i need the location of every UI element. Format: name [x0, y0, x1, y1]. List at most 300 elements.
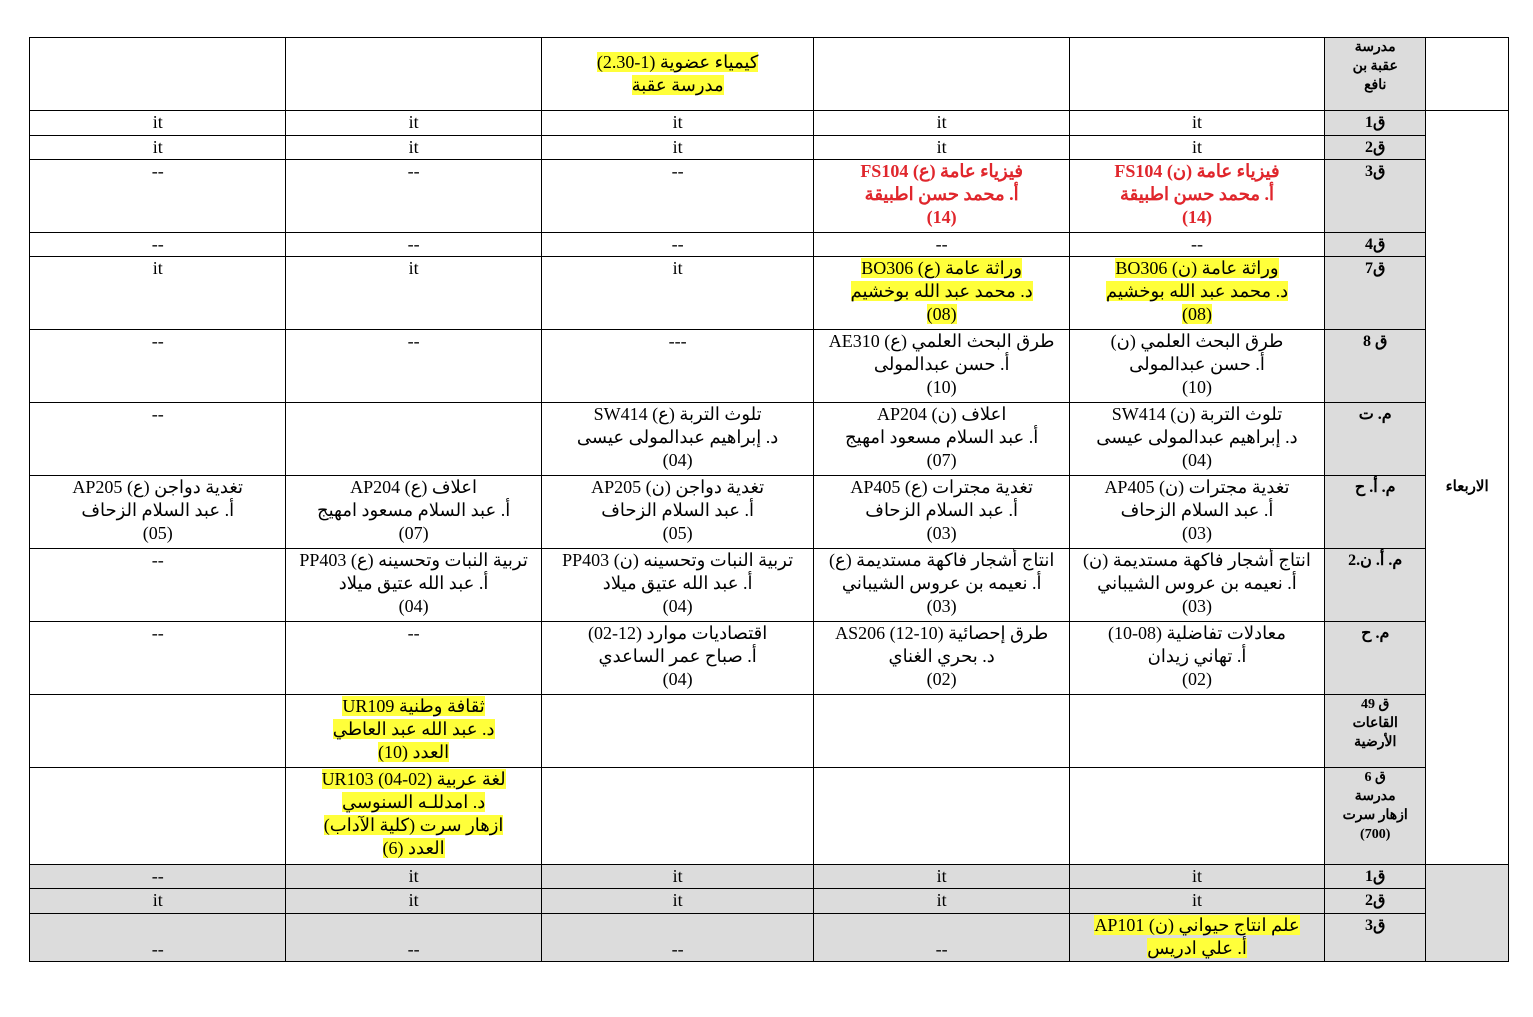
header-cell — [1069, 38, 1324, 111]
cell-line — [1072, 330, 1322, 353]
schedule-cell — [541, 403, 814, 476]
room-cell — [1325, 914, 1426, 962]
schedule-cell — [541, 330, 814, 403]
schedule-cell — [814, 330, 1069, 403]
schedule-cell — [30, 111, 286, 136]
cell-line — [1072, 937, 1322, 960]
cell-line — [288, 499, 538, 522]
cell-text: أ. عبد الله عتيق ميلاد — [338, 573, 489, 593]
cell-text: د. محمد عبد الله بوخشيم — [1105, 281, 1289, 301]
cell-line — [32, 257, 283, 280]
cell-line — [1072, 303, 1322, 326]
schedule-cell — [814, 695, 1069, 768]
cell-line — [816, 136, 1066, 159]
cell-line — [816, 668, 1066, 691]
room-label: م. أ. ن.2 — [1348, 552, 1403, 569]
schedule-cell — [1069, 403, 1324, 476]
cell-text: أ. عبد السلام الزحاف — [601, 500, 754, 520]
cell-line — [32, 476, 283, 499]
schedule-cell — [30, 889, 286, 914]
cell-text: it — [1191, 866, 1202, 886]
room-label: (700) — [1360, 827, 1391, 842]
cell-line — [288, 233, 538, 256]
day-cell — [1426, 111, 1509, 865]
cell-line — [816, 938, 1066, 961]
cell-line — [288, 837, 538, 860]
room-cell — [1325, 695, 1426, 768]
room-label: ق7 — [1365, 260, 1386, 277]
room-label: ازهار سرت — [1342, 808, 1408, 823]
schedule-cell — [30, 257, 286, 330]
cell-line — [288, 814, 538, 837]
cell-text: أ. محمد حسن اطبيقة — [1120, 184, 1274, 204]
schedule-row — [30, 330, 1509, 403]
cell-text: (05) — [142, 523, 173, 543]
cell-line — [1072, 865, 1322, 888]
schedule-cell — [541, 233, 814, 257]
cell-text: فيزياء عامة (ع) FS104 — [860, 161, 1023, 181]
cell-line — [544, 233, 812, 256]
schedule-cell — [30, 865, 286, 889]
cell-line — [1072, 668, 1322, 691]
cell-text: it — [152, 137, 163, 157]
schedule-cell — [814, 865, 1069, 889]
schedule-row — [30, 160, 1509, 233]
room-label: ق1 — [1365, 114, 1386, 131]
cell-line — [816, 376, 1066, 399]
cell-text: it — [672, 112, 683, 132]
next-day-row — [30, 914, 1509, 962]
cell-text: (14) — [1182, 207, 1212, 227]
cell-line — [816, 183, 1066, 206]
cell-line — [1072, 403, 1322, 426]
cell-text: (05) — [662, 523, 693, 543]
schedule-cell — [541, 768, 814, 865]
schedule-cell — [286, 695, 541, 768]
cell-line — [288, 622, 538, 645]
room-label: القاعات — [1352, 716, 1398, 731]
cell-line — [816, 353, 1066, 376]
cell-text: it — [672, 137, 683, 157]
room-label: ق 49 — [1361, 697, 1390, 712]
cell-line — [32, 499, 283, 522]
schedule-cell — [1069, 160, 1324, 233]
cell-text: (07) — [926, 450, 957, 470]
cell-line — [816, 160, 1066, 183]
cell-text: وراثة عامة (ع) BO306 — [861, 258, 1023, 278]
schedule-cell — [541, 549, 814, 622]
cell-text: أ. علي ادريس — [1147, 938, 1247, 958]
schedule-cell — [1069, 257, 1324, 330]
schedule-cell — [30, 330, 286, 403]
schedule-cell — [286, 403, 541, 476]
cell-text: د. بحري الغناي — [888, 646, 995, 666]
cell-line — [544, 522, 812, 545]
schedule-cell — [286, 330, 541, 403]
schedule-row — [30, 549, 1509, 622]
cell-text: تربية النبات وتحسينه (ع) PP403 — [299, 550, 528, 570]
room-label: ق4 — [1365, 236, 1386, 253]
cell-line — [32, 136, 283, 159]
cell-text: (04) — [1182, 450, 1212, 470]
header-day-cell — [1426, 38, 1509, 111]
cell-line — [32, 889, 283, 912]
schedule-cell — [1069, 549, 1324, 622]
cell-line — [816, 330, 1066, 353]
cell-text: it — [1191, 137, 1202, 157]
cell-text: انتاج أشجار فاكهة مستديمة (ن) — [1083, 550, 1311, 570]
cell-line — [816, 622, 1066, 645]
cell-text: -- — [935, 939, 948, 959]
room-label: مدرسة — [1354, 40, 1396, 55]
cell-text: it — [408, 258, 419, 278]
schedule-cell — [30, 136, 286, 160]
schedule-row — [30, 136, 1509, 160]
room-label: نافع — [1364, 78, 1387, 93]
schedule-cell — [30, 695, 286, 768]
schedule-cell — [814, 476, 1069, 549]
schedule-cell — [541, 914, 814, 962]
cell-line — [816, 257, 1066, 280]
schedule-cell — [541, 865, 814, 889]
header-row — [30, 38, 1509, 111]
cell-line — [288, 572, 538, 595]
schedule-cell — [1069, 622, 1324, 695]
cell-text: العدد (10) — [378, 742, 450, 762]
cell-line — [1072, 426, 1322, 449]
schedule-cell — [30, 914, 286, 962]
cell-text: (04) — [662, 450, 693, 470]
cell-text: د. محمد عبد الله بوخشيم — [850, 281, 1033, 301]
room-cell — [1325, 476, 1426, 549]
cell-text: أ. عبد السلام الزحاف — [865, 500, 1019, 520]
cell-line — [1072, 376, 1322, 399]
cell-line — [544, 476, 812, 499]
cell-line — [544, 426, 812, 449]
cell-line — [32, 160, 283, 183]
cell-text: -- — [407, 623, 420, 643]
schedule-cell — [1069, 136, 1324, 160]
cell-line — [1072, 549, 1322, 572]
cell-line — [1072, 183, 1322, 206]
cell-line — [1072, 476, 1322, 499]
schedule-row — [30, 233, 1509, 257]
next-day-cell — [1426, 865, 1509, 962]
cell-text: --- — [668, 331, 687, 351]
schedule-cell — [30, 160, 286, 233]
cell-text: ثقافة وطنية UR109 — [342, 696, 485, 716]
cell-text: طرق البحث العلمي (ن) — [1110, 331, 1284, 351]
cell-line — [1072, 572, 1322, 595]
cell-text: (03) — [926, 523, 957, 543]
cell-line — [1072, 499, 1322, 522]
schedule-cell — [1069, 476, 1324, 549]
room-label: م. أ. ح — [1354, 479, 1396, 496]
cell-text: it — [936, 137, 947, 157]
cell-line — [1072, 914, 1322, 937]
schedule-cell — [814, 233, 1069, 257]
cell-text: تغدية مجترات (ن) AP405 — [1104, 477, 1290, 497]
schedule-cell — [814, 257, 1069, 330]
cell-line — [1072, 522, 1322, 545]
cell-line — [816, 522, 1066, 545]
schedule-cell — [814, 111, 1069, 136]
schedule-cell — [1069, 914, 1324, 962]
schedule-cell — [30, 622, 286, 695]
schedule-cell — [541, 160, 814, 233]
cell-line — [816, 303, 1066, 326]
schedule-cell — [30, 403, 286, 476]
room-cell — [1325, 111, 1426, 136]
cell-line — [1072, 449, 1322, 472]
cell-text: أ. نعيمه بن عروس الشيباني — [841, 573, 1042, 593]
cell-text: (08) — [1182, 304, 1212, 324]
schedule-cell — [286, 136, 541, 160]
cell-line — [816, 595, 1066, 618]
cell-line — [288, 889, 538, 912]
schedule-cell — [1069, 695, 1324, 768]
room-label: ق 8 — [1363, 333, 1388, 350]
cell-text: it — [672, 866, 683, 886]
schedule-cell — [30, 768, 286, 865]
cell-line — [544, 160, 812, 183]
cell-text: -- — [1191, 234, 1203, 254]
cell-text: -- — [671, 234, 684, 254]
schedule-cell — [286, 111, 541, 136]
cell-text: طرق إحصائية (10-12) AS206 — [835, 623, 1049, 643]
schedule-cell — [541, 111, 814, 136]
cell-text: (02) — [926, 669, 957, 689]
cell-text: ازهار سرت (كلية الآداب) — [323, 815, 504, 835]
cell-line — [544, 938, 812, 961]
cell-line — [288, 595, 538, 618]
schedule-cell — [541, 622, 814, 695]
cell-text: -- — [935, 234, 948, 254]
next-day-row — [30, 865, 1509, 889]
schedule-row — [30, 622, 1509, 695]
cell-line — [288, 330, 538, 353]
cell-text: انتاج أشجار فاكهة مستديمة (ع) — [828, 550, 1055, 570]
cell-text: لغة عربية (02-04) UR103 — [321, 769, 506, 789]
cell-line — [288, 695, 538, 718]
cell-text: د. عبد الله عبد العاطي — [332, 719, 495, 739]
header-cell — [541, 38, 814, 111]
cell-text: تغدية دواجن (ن) AP205 — [591, 477, 765, 497]
cell-line — [544, 257, 812, 280]
cell-line — [544, 622, 812, 645]
schedule-cell — [1069, 889, 1324, 914]
schedule-cell — [30, 476, 286, 549]
cell-line — [288, 136, 538, 159]
schedule-table — [29, 37, 1509, 962]
cell-text: it — [936, 112, 947, 132]
cell-text: طرق البحث العلمي (ع) AE310 — [828, 331, 1055, 351]
cell-text: (14) — [926, 207, 957, 227]
cell-text: -- — [151, 939, 164, 959]
cell-text: أ. صباح عمر الساعدي — [598, 646, 757, 666]
schedule-row — [30, 403, 1509, 476]
cell-text: -- — [151, 331, 164, 351]
room-cell — [1325, 330, 1426, 403]
cell-text: تلوث التربة (ع) SW414 — [593, 404, 762, 424]
cell-text: تربية النبات وتحسينه (ن) PP403 — [562, 550, 794, 570]
cell-line — [544, 889, 812, 912]
schedule-row — [30, 695, 1509, 768]
cell-line — [288, 865, 538, 888]
cell-text: -- — [151, 234, 164, 254]
schedule-cell — [814, 914, 1069, 962]
cell-line — [32, 549, 283, 572]
schedule-cell — [286, 476, 541, 549]
cell-line — [1072, 233, 1322, 256]
cell-line — [544, 136, 812, 159]
cell-text: (03) — [1182, 596, 1212, 616]
schedule-cell — [814, 622, 1069, 695]
cell-line — [1072, 595, 1322, 618]
cell-line — [288, 257, 538, 280]
cell-text: it — [1191, 890, 1202, 910]
room-label: الأرضية — [1354, 735, 1397, 750]
cell-text: (04) — [662, 596, 693, 616]
cell-line — [288, 160, 538, 183]
cell-line — [288, 791, 538, 814]
schedule-cell — [30, 549, 286, 622]
schedule-cell — [1069, 111, 1324, 136]
room-cell — [1325, 768, 1426, 865]
cell-text: اعلاف (ع) AP204 — [350, 477, 478, 497]
cell-line — [32, 330, 283, 353]
cell-text: (10) — [926, 377, 957, 397]
cell-text: -- — [151, 404, 164, 424]
cell-text: -- — [151, 866, 164, 886]
cell-text: -- — [151, 623, 164, 643]
room-cell — [1325, 403, 1426, 476]
cell-text: أ. عبد السلام الزحاف — [1120, 500, 1274, 520]
cell-text: أ. عبد السلام مسعود امهيج — [316, 500, 511, 520]
cell-text: كيمياء عضوية (1-2.30) — [596, 52, 759, 72]
room-cell — [1325, 257, 1426, 330]
cell-line — [1072, 353, 1322, 376]
schedule-cell — [286, 549, 541, 622]
cell-line — [32, 865, 283, 888]
header-cell — [30, 38, 286, 111]
schedule-cell — [1069, 330, 1324, 403]
cell-text: it — [1191, 112, 1202, 132]
schedule-cell — [814, 889, 1069, 914]
cell-line — [544, 572, 812, 595]
cell-line — [1072, 257, 1322, 280]
cell-text: مدرسة عقبة — [631, 75, 724, 95]
cell-text: أ. حسن عبدالمولى — [873, 354, 1010, 374]
cell-line — [32, 111, 283, 134]
cell-line — [288, 476, 538, 499]
cell-text: it — [152, 258, 163, 278]
cell-text: it — [936, 890, 947, 910]
schedule-cell — [541, 136, 814, 160]
cell-line — [32, 938, 283, 961]
cell-text: -- — [407, 161, 420, 181]
room-cell — [1325, 136, 1426, 160]
cell-text: اعلاف (ن) AP204 — [876, 404, 1007, 424]
cell-text: أ. تهاني زيدان — [1147, 646, 1247, 666]
cell-text: اقتصاديات موارد (12-02) — [588, 623, 768, 643]
schedule-cell — [286, 889, 541, 914]
header-cell — [814, 38, 1069, 111]
cell-text: د. إبراهيم عبدالمولى عيسى — [1096, 427, 1298, 447]
cell-line — [544, 499, 812, 522]
schedule-row — [30, 257, 1509, 330]
schedule-cell — [1069, 233, 1324, 257]
cell-text: it — [152, 890, 163, 910]
cell-text: وراثة عامة (ن) BO306 — [1115, 258, 1279, 278]
cell-line — [1072, 280, 1322, 303]
cell-text: it — [408, 866, 419, 886]
cell-text: (07) — [398, 523, 429, 543]
room-cell — [1325, 233, 1426, 257]
day-label: الاربعاء — [1445, 479, 1489, 495]
cell-text: تلوث التربة (ن) SW414 — [1111, 404, 1283, 424]
cell-text: (04) — [398, 596, 429, 616]
schedule-cell — [814, 136, 1069, 160]
cell-line — [816, 645, 1066, 668]
room-label: ق1 — [1365, 868, 1386, 885]
room-cell — [1325, 889, 1426, 914]
room-label: عقبة بن — [1352, 59, 1398, 74]
cell-line — [816, 449, 1066, 472]
schedule-cell — [286, 865, 541, 889]
schedule-cell — [541, 889, 814, 914]
cell-text: (03) — [926, 596, 957, 616]
cell-text: أ. عبد السلام الزحاف — [81, 500, 235, 520]
schedule-cell — [814, 403, 1069, 476]
cell-line — [1072, 889, 1322, 912]
room-cell — [1325, 549, 1426, 622]
schedule-cell — [541, 695, 814, 768]
cell-text: (04) — [662, 669, 693, 689]
schedule-cell — [814, 549, 1069, 622]
cell-line — [1072, 622, 1322, 645]
next-day-row — [30, 889, 1509, 914]
cell-text: (03) — [1182, 523, 1212, 543]
schedule-cell — [286, 622, 541, 695]
cell-text: أ. حسن عبدالمولى — [1129, 354, 1265, 374]
cell-text: (08) — [926, 304, 957, 324]
schedule-row — [30, 768, 1509, 865]
cell-text: it — [408, 137, 419, 157]
cell-text: علم انتاج حيواني (ن) AP101 — [1094, 915, 1300, 935]
cell-line — [288, 741, 538, 764]
cell-line — [32, 233, 283, 256]
cell-line — [544, 668, 812, 691]
cell-text: it — [672, 258, 683, 278]
cell-line — [1072, 206, 1322, 229]
cell-line — [288, 522, 538, 545]
cell-line — [1072, 645, 1322, 668]
cell-line — [816, 111, 1066, 134]
header-room-cell — [1325, 38, 1426, 111]
cell-text: د. امدللـه السنوسي — [341, 792, 486, 812]
cell-text: أ. عبد الله عتيق ميلاد — [602, 573, 753, 593]
cell-text: أ. محمد حسن اطبيقة — [864, 184, 1019, 204]
cell-text: -- — [407, 331, 420, 351]
cell-text: فيزياء عامة (ن) FS104 — [1114, 161, 1280, 181]
schedule-cell — [814, 160, 1069, 233]
cell-line — [32, 403, 283, 426]
room-cell — [1325, 160, 1426, 233]
cell-line — [544, 645, 812, 668]
cell-line — [1072, 111, 1322, 134]
cell-line — [288, 938, 538, 961]
